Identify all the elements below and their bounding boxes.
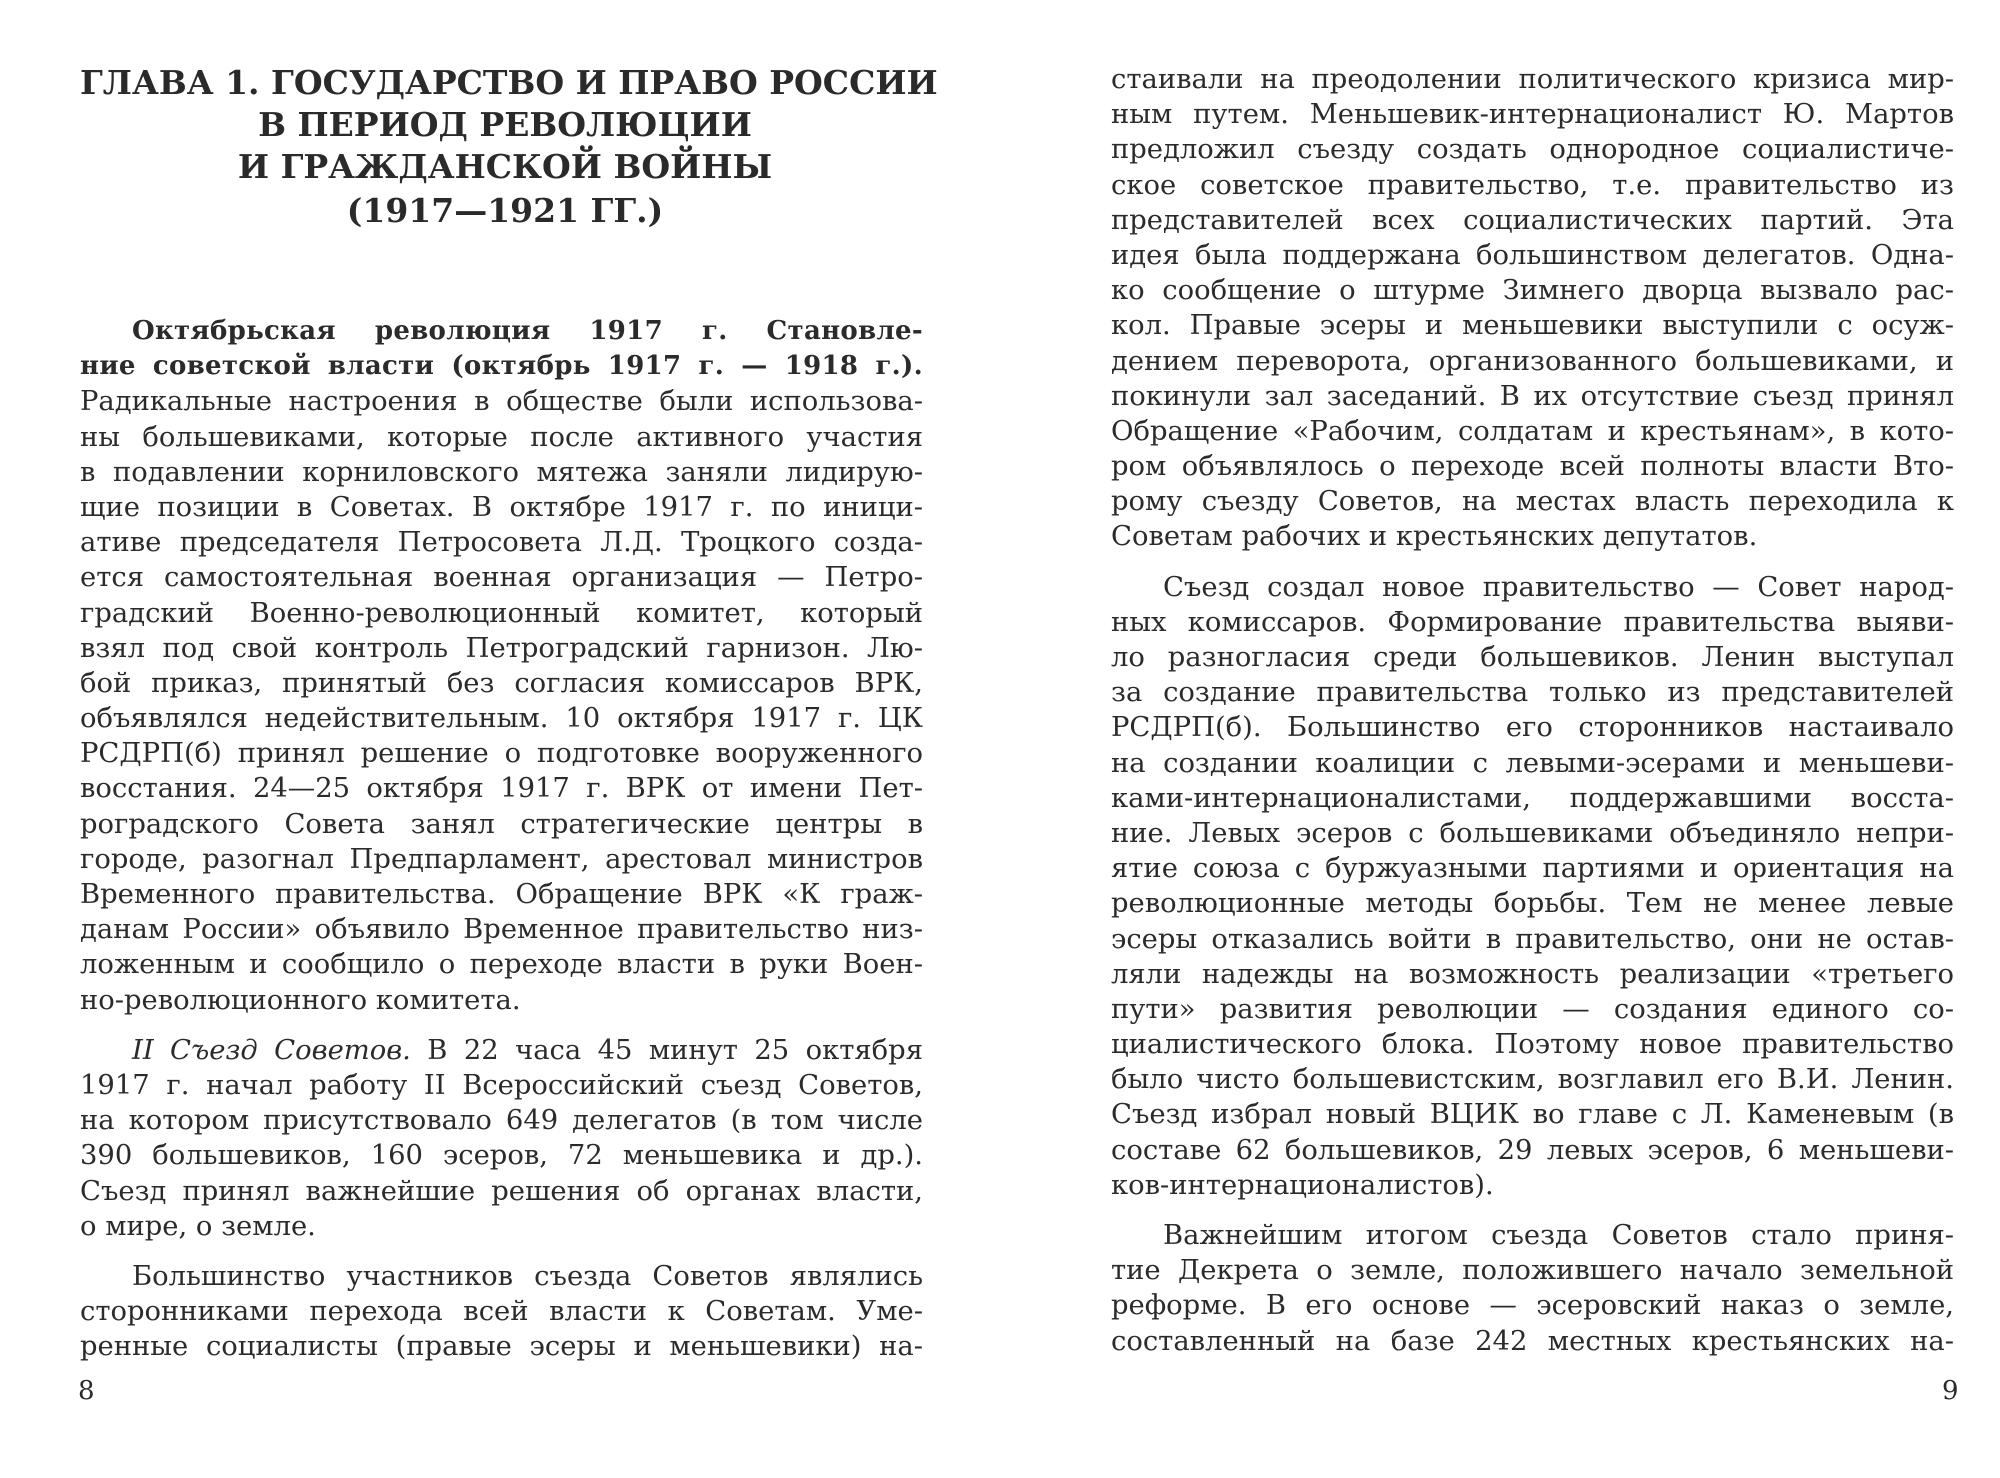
text-line: ативе председателя Петросовета Л.Д. Троцкого созда- [80, 527, 923, 559]
text-line: ром объявлялось о переходе всей полноты власти Вто- [1111, 451, 1954, 483]
text-line: эсеры отказались войти в правительство, они не остав- [1111, 923, 1954, 955]
text-line: Съезд принял важнейшие решения об органах власти, [80, 1175, 923, 1207]
text-line: стаивали на преодолении политического кризиса мир- [1111, 64, 1954, 95]
text-line: циалистического блока. Поэтому новое правительство [1111, 1029, 1954, 1061]
text-line: составленный на базе 242 местных крестьянских на- [1111, 1325, 1954, 1357]
text-line: в подавлении корниловского мятежа заняли лидирую- [80, 456, 923, 488]
left-page-body [80, 314, 923, 1364]
text-line: 390 большевиков, 160 эсеров, 72 меньшевика и др.). [80, 1140, 923, 1172]
text-line: Временного правительства. Обращение ВРК «К граж- [80, 879, 923, 910]
chapter-title [80, 62, 938, 232]
chapter-title-line: В ПЕРИОД РЕВОЛЮЦИИ [258, 105, 752, 144]
text-line: на котором присутствовало 649 делегатов (в том числе [80, 1105, 923, 1137]
page-number: 8 [78, 1376, 95, 1406]
text-line: градский Военно-революционный комитет, который [80, 597, 923, 629]
section-heading-line: ние советской власти (октябрь 1917 г. — 1918 г.). [80, 351, 923, 382]
text-line: предложил съезду создать однородное социалистиче- [1111, 134, 1954, 166]
text-line [80, 1033, 923, 1068]
text-line: Съезд создал новое правительство — Совет народ- [1163, 571, 1954, 603]
text-line: РСДРП(б). Большинство его сторонников настаивало [1111, 712, 1954, 744]
right-page-body [1111, 62, 1954, 1359]
text-line: но-революционного комитета. [80, 984, 521, 1016]
text-line: ложенным и сообщило о переходе власти в руки Воен- [80, 949, 923, 981]
text-line: Большинство участников съезда Советов являлись [132, 1260, 923, 1292]
text-line: ным путем. Меньшевик-интернационалист Ю. Мартов [1111, 99, 1954, 131]
text-line: революционные методы борьбы. Тем не менее левые [1111, 888, 1954, 920]
chapter-title-line: ГЛАВА 1. ГОСУДАРСТВО И ПРАВО РОССИИ [80, 63, 938, 102]
section-heading-line: Октябрьская революция 1917 г. Становле- [132, 316, 923, 346]
text-line: ками-интернационалистами, поддержавшими восста- [1111, 782, 1954, 814]
text-line: ков-интернационалистов). [1111, 1169, 1494, 1201]
right-page [1000, 0, 2000, 1478]
text-fragment: В 22 часа 45 минут 25 октября [410, 1034, 923, 1066]
text-line: пути» развития революции — создания единого со- [1111, 993, 1954, 1025]
text-line: дением переворота, организованного большевиками, и [1111, 345, 1954, 377]
text-line: ко сообщение о штурме Зимнего дворца вызвало рас- [1111, 275, 1954, 307]
text-line: городе, разогнал Предпарламент, арестовал министров [80, 843, 923, 875]
text-line: ны большевиками, которые после активного участия [80, 421, 923, 453]
text-line: бой приказ, принятый без согласия комиссаров ВРК, [80, 667, 923, 699]
text-line: кол. Правые эсеры и меньшевики выступили с осуж- [1111, 310, 1954, 342]
text-line: реформе. В его основе — эсеровский наказ о земле, [1111, 1290, 1954, 1322]
text-line: РСДРП(б) принял решение о подготовке вооруженного [80, 738, 923, 770]
text-line: Важнейшим итогом съезда Советов стало приня- [1163, 1220, 1954, 1251]
text-line: 1917 г. начал работу II Всероссийский съезд Советов, [80, 1069, 923, 1101]
text-line: рому съезду Советов, на местах власть переходила к [1111, 486, 1954, 518]
text-line: о мире, о земле. [80, 1210, 316, 1242]
text-line: ренные социалисты (правые эсеры и меньшевики) на- [80, 1331, 923, 1363]
text-line: щие позиции в Советах. В октябре 1917 г. по иници- [80, 491, 923, 523]
chapter-title-line: И ГРАЖДАНСКОЙ ВОЙНЫ [237, 147, 773, 186]
text-line: ется самостоятельная военная организация — Петро- [80, 562, 923, 594]
text-line: тие Декрета о земле, положившего начало земельной [1111, 1255, 1954, 1287]
text-line: ных комиссаров. Формирование правительства выяви- [1111, 606, 1954, 638]
text-line: ние. Левых эсеров с большевиками объединяло непри- [1111, 817, 1954, 849]
text-line: было чисто большевистским, возглавил его В.И. Ленин. [1111, 1064, 1954, 1096]
text-line: представителей всех социалистических партий. Эта [1111, 204, 1954, 236]
text-line: ляли надежды на возможность реализации «третьего [1111, 958, 1954, 990]
text-line: сторонниками перехода всей власти к Советам. Уме- [80, 1296, 923, 1328]
text-line: ское советское правительство, т.е. правительство из [1111, 169, 1954, 201]
text-line: Советам рабочих и крестьянских депутатов. [1111, 521, 1758, 553]
text-line: идея была поддержана большинством делегатов. Одна- [1111, 239, 1954, 271]
text-line: данам России» объявило Временное правительство низ- [80, 914, 923, 946]
text-line: ло разногласия среди большевиков. Ленин выступал [1111, 642, 1954, 673]
text-line: ятие союза с буржуазными партиями и ориентация на [1111, 853, 1954, 885]
chapter-title-years: (1917—1921 ГГ.) [346, 191, 664, 230]
text-line: покинули зал заседаний. В их отсутствие съезд принял [1111, 380, 1954, 412]
text-line: восстания. 24—25 октября 1917 г. ВРК от имени Пет- [80, 773, 923, 805]
text-line: за создание правительства только из представителей [1111, 677, 1954, 709]
text-line: на создании коалиции с левыми-эсерами и меньшеви- [1111, 747, 1954, 779]
subsection-title: II Съезд Советов. [132, 1034, 411, 1066]
text-line: роградского Совета занял стратегические центры в [80, 808, 923, 840]
text-line: объявлялся недействительным. 10 октября 1917 г. ЦК [80, 703, 923, 735]
text-line: взял под свой контроль Петроградский гарнизон. Лю- [80, 632, 923, 664]
text-line: Съезд избрал новый ВЦИК во главе с Л. Каменевым (в [1111, 1099, 1954, 1131]
text-line: Радикальные настроения в обществе были использова- [80, 386, 923, 418]
page-number: 9 [1942, 1376, 1959, 1406]
text-line: составе 62 большевиков, 29 левых эсеров, 6 меньшеви- [1111, 1134, 1954, 1166]
text-line: Обращение «Рабочим, солдатам и крестьянам», в кото- [1111, 415, 1954, 447]
